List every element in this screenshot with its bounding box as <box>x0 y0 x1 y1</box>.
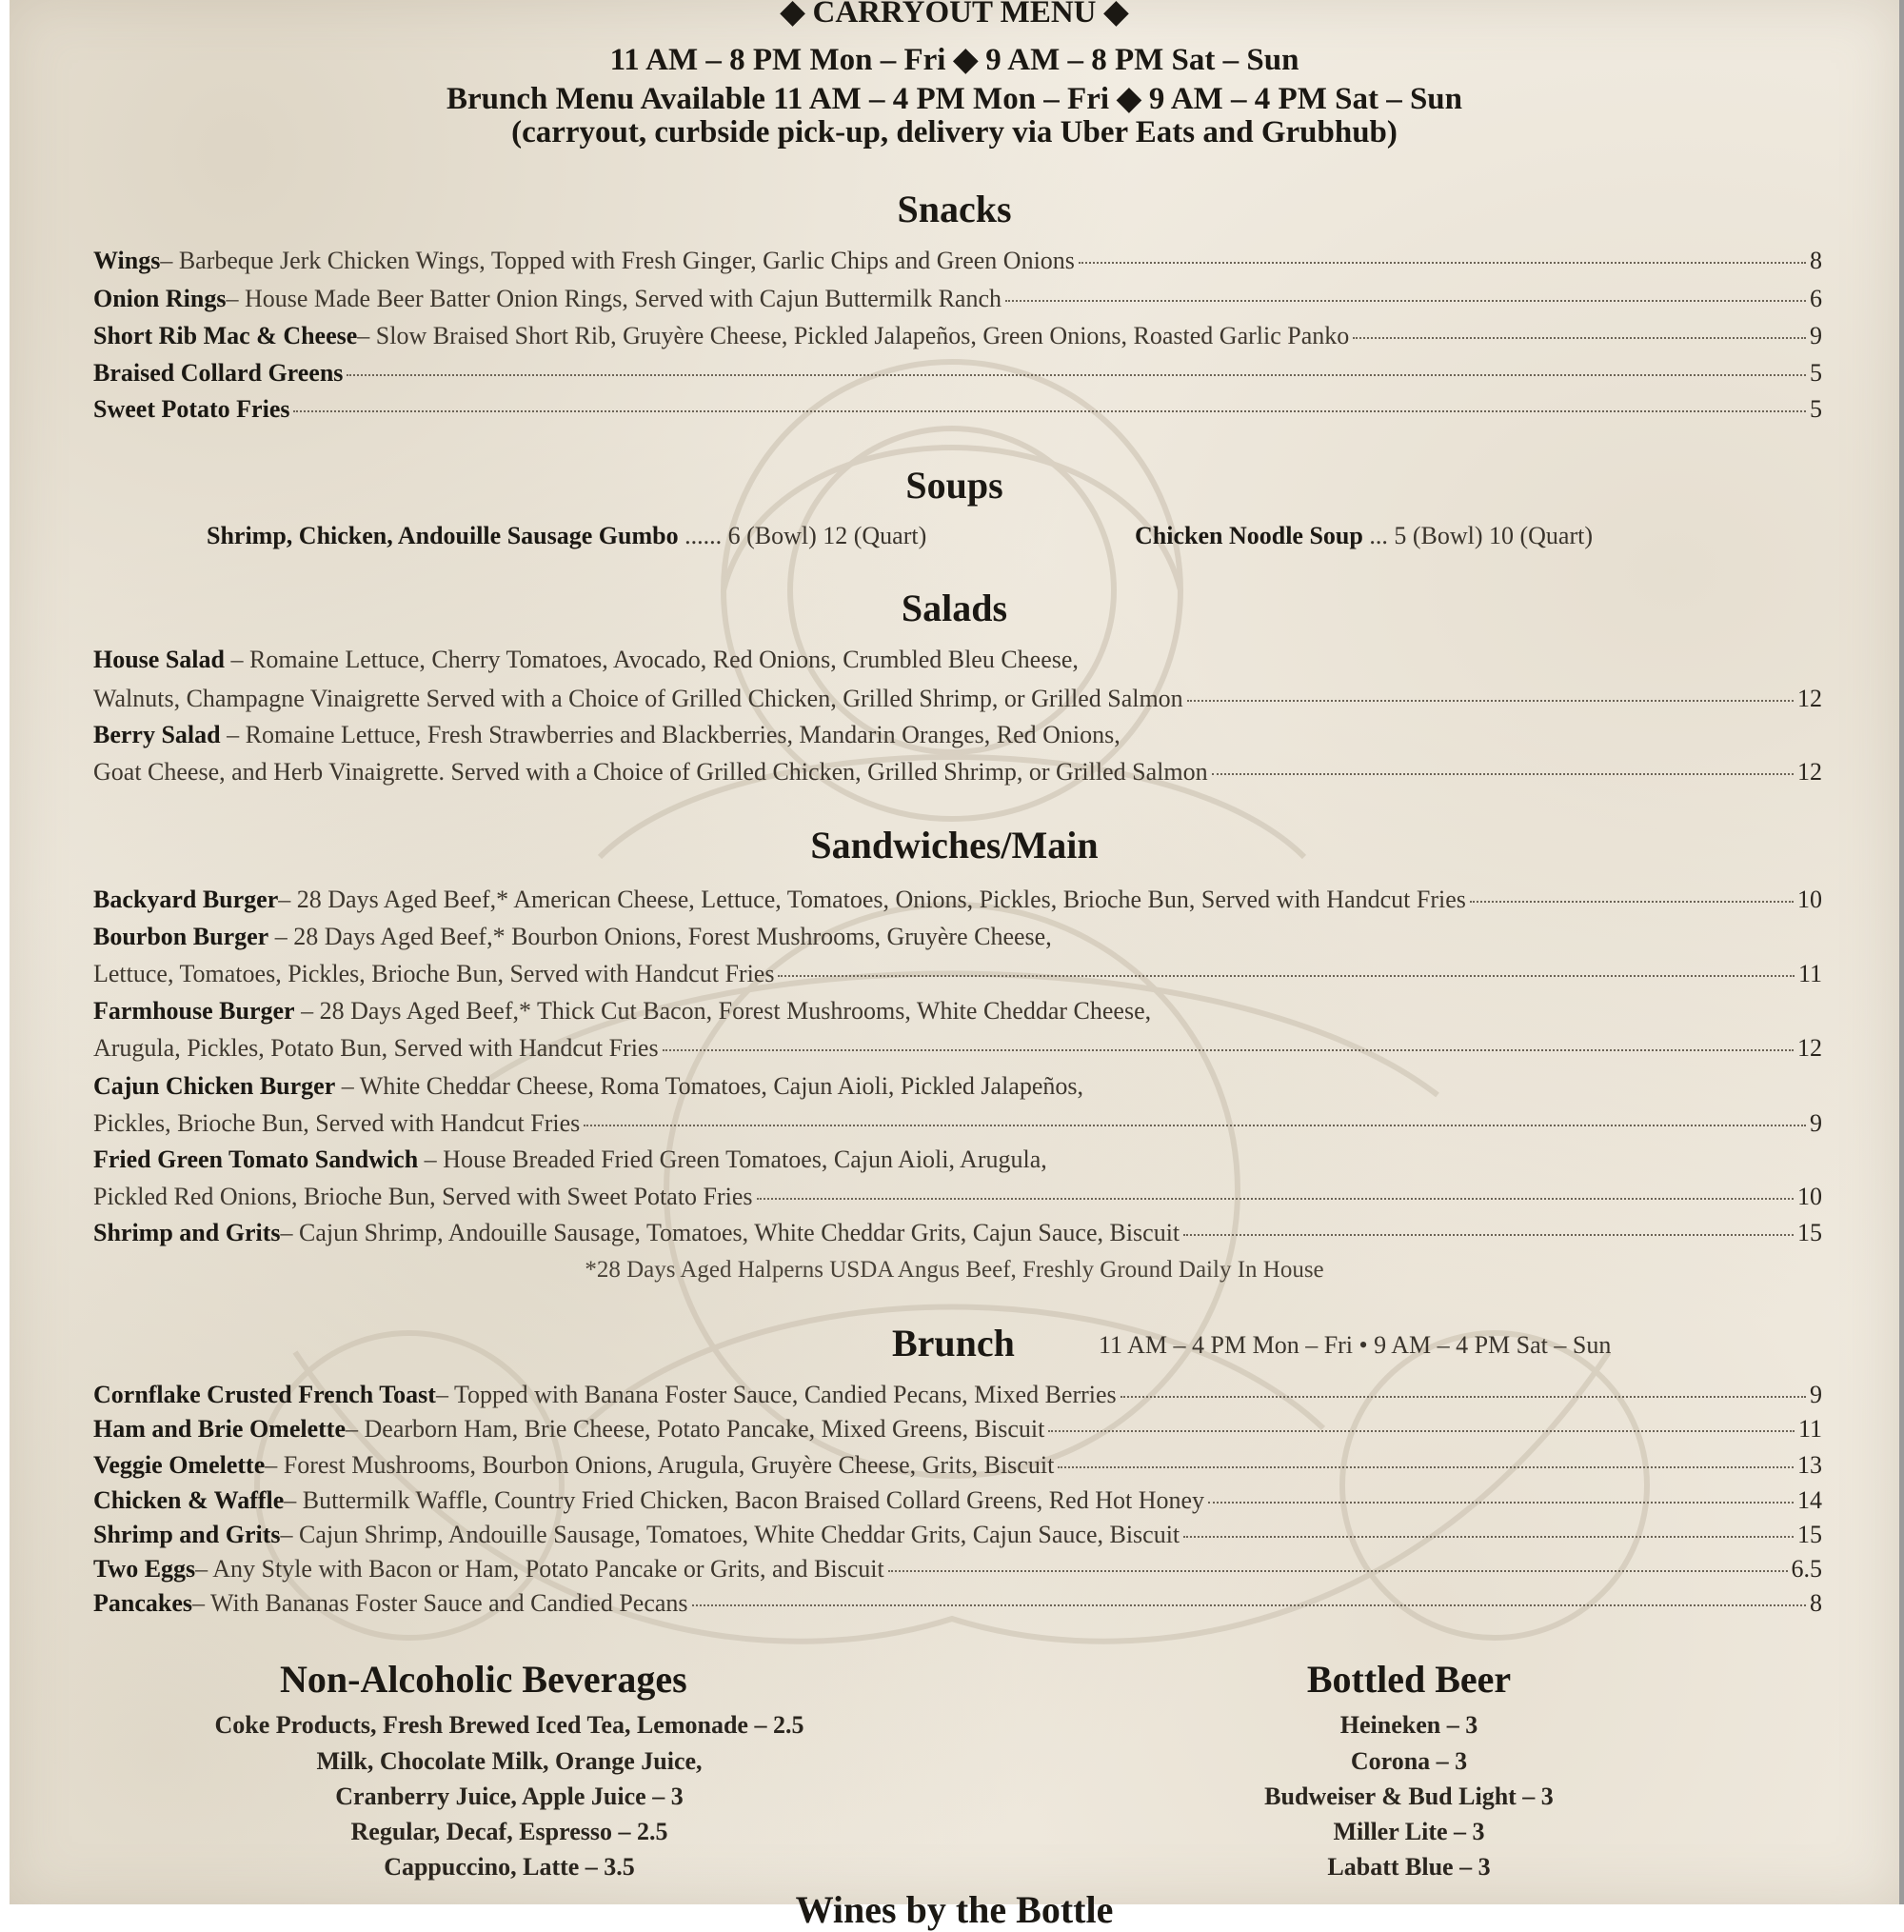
service-line: (carryout, curbside pick-up, delivery via Uber Eats and Grubhub) <box>511 115 1398 149</box>
beverage-line: Regular, Decaf, Espresso – 2.5 <box>350 1818 668 1845</box>
item-price: 8 <box>1810 247 1822 274</box>
dot-leader <box>1183 1234 1794 1236</box>
item-name: Pancakes <box>93 1589 192 1617</box>
beverages-title: Non-Alcoholic Beverages <box>280 1658 687 1701</box>
beverage-line: Milk, Chocolate Milk, Orange Juice, <box>316 1747 703 1775</box>
item-desc: – House Breaded Fried Green Tomatoes, Cajun Aioli, Arugula, <box>418 1145 1047 1173</box>
item-name: Sweet Potato Fries <box>93 395 290 423</box>
beverage-line: Cranberry Juice, Apple Juice – 3 <box>335 1783 684 1810</box>
dot-leader <box>1353 337 1806 339</box>
wines-title: Wines by the Bottle <box>795 1888 1114 1931</box>
dot-leader <box>692 1604 1806 1606</box>
item-name: Shrimp and Grits <box>93 1219 281 1246</box>
soups-title: Soups <box>905 464 1003 507</box>
hours-line: 11 AM – 8 PM Mon – Fri ◆ 9 AM – 8 PM Sat – Sun <box>609 43 1299 77</box>
menu-title: ◆ CARRYOUT MENU ◆ <box>780 0 1129 30</box>
menu-item-line1 <box>93 923 1822 951</box>
dot-leader <box>1079 262 1806 264</box>
brunch-hours: 11 AM – 4 PM Mon – Fri • 9 AM – 4 PM Sat – Sun <box>1099 1331 1612 1359</box>
snacks-title: Snacks <box>897 188 1012 230</box>
menu-item-line1 <box>93 997 1822 1026</box>
menu-item-line2 <box>93 960 1822 988</box>
menu-item <box>93 1219 1822 1247</box>
item-name: Onion Rings <box>93 285 227 312</box>
noodle-soup-name: Chicken Noodle Soup <box>1135 522 1363 549</box>
menu-item <box>93 1589 1822 1618</box>
beer-title: Bottled Beer <box>1306 1658 1512 1701</box>
item-name: House Salad <box>93 646 225 673</box>
item-desc: – Forest Mushrooms, Bourbon Onions, Arugula, Gruyère Cheese, Grits, Biscuit <box>265 1451 1055 1479</box>
item-name: Braised Collard Greens <box>93 359 344 387</box>
item-desc: – White Cheddar Cheese, Roma Tomatoes, Cajun Aioli, Pickled Jalapeños, <box>335 1072 1084 1100</box>
item-name: Berry Salad <box>93 721 221 748</box>
item-desc: – Any Style with Bacon or Ham, Potato Pancake or Grits, and Biscuit <box>195 1555 884 1583</box>
item-desc: – With Bananas Foster Sauce and Candied Pecans <box>192 1589 688 1617</box>
gumbo-price: ...... 6 (Bowl) 12 (Quart) <box>684 522 927 549</box>
item-desc: – Topped with Banana Foster Sauce, Candied Pecans, Mixed Berries <box>435 1381 1117 1408</box>
item-desc: – Dearborn Ham, Brie Cheese, Potato Pancake, Mixed Greens, Biscuit <box>346 1415 1045 1443</box>
menu-item <box>93 1555 1822 1583</box>
dot-leader <box>888 1570 1788 1572</box>
item-desc: Arugula, Pickles, Potato Bun, Served with Handcut Fries <box>93 1034 659 1062</box>
menu-item <box>93 1415 1822 1444</box>
item-price: 12 <box>1797 1034 1822 1062</box>
beer-line: Labatt Blue – 3 <box>1327 1853 1491 1881</box>
sandwiches-title: Sandwiches/Main <box>810 824 1099 866</box>
menu-item-line1 <box>93 1072 1822 1101</box>
item-price: 5 <box>1810 395 1822 423</box>
item-name: Shrimp and Grits <box>93 1521 281 1548</box>
salads-title: Salads <box>901 587 1008 629</box>
item-price: 13 <box>1797 1451 1822 1479</box>
dot-leader <box>778 975 1795 977</box>
beer-line: Budweiser & Bud Light – 3 <box>1264 1783 1554 1810</box>
noodle-soup-price: ... 5 (Bowl) 10 (Quart) <box>1369 522 1594 549</box>
dot-leader <box>1208 1502 1794 1504</box>
item-desc: Pickles, Brioche Bun, Served with Handcut Fries <box>93 1109 581 1137</box>
dot-leader <box>293 410 1806 412</box>
menu-item-line2 <box>93 685 1822 713</box>
item-price: 9 <box>1810 1381 1822 1408</box>
menu-item-line2 <box>93 1109 1822 1138</box>
item-name: Bourbon Burger <box>93 923 269 950</box>
beef-footnote: *28 Days Aged Halperns USDA Angus Beef, Freshly Ground Daily In House <box>585 1257 1324 1283</box>
item-desc: Walnuts, Champagne Vinaigrette Served with a Choice of Grilled Chicken, Grilled Shrimp, or Grilled Salmon <box>93 685 1183 712</box>
dot-leader <box>1212 773 1794 775</box>
menu-item <box>93 1451 1822 1480</box>
item-desc: – Slow Braised Short Rib, Gruyère Cheese, Pickled Jalapeños, Green Onions, Roasted Garlic Panko <box>357 322 1350 349</box>
item-name: Wings <box>93 247 161 274</box>
dot-leader <box>1048 1430 1795 1432</box>
item-price: 12 <box>1797 758 1822 786</box>
menu-item-line2 <box>93 1183 1822 1211</box>
item-price: 9 <box>1810 1109 1822 1137</box>
item-desc: Pickled Red Onions, Brioche Bun, Served with Sweet Potato Fries <box>93 1183 753 1210</box>
item-price: 11 <box>1797 960 1822 987</box>
item-desc: – 28 Days Aged Beef,* Thick Cut Bacon, Forest Mushrooms, White Cheddar Cheese, <box>294 997 1152 1025</box>
item-price: 5 <box>1810 359 1822 387</box>
item-price: 12 <box>1797 685 1822 712</box>
item-name: Two Eggs <box>93 1555 196 1583</box>
dot-leader <box>347 374 1806 376</box>
item-name: Backyard Burger <box>93 886 279 913</box>
dot-leader <box>1058 1466 1794 1468</box>
item-price: 9 <box>1810 322 1822 349</box>
item-price: 6 <box>1810 285 1822 312</box>
dot-leader <box>584 1125 1806 1126</box>
menu-item-line2 <box>93 1034 1822 1063</box>
item-price: 10 <box>1797 886 1822 913</box>
item-desc: Lettuce, Tomatoes, Pickles, Brioche Bun, Served with Handcut Fries <box>93 960 775 987</box>
item-price: 14 <box>1797 1486 1822 1514</box>
beer-line: Miller Lite – 3 <box>1333 1818 1485 1845</box>
dot-leader <box>663 1049 1794 1051</box>
item-name: Ham and Brie Omelette <box>93 1415 346 1443</box>
item-price: 15 <box>1797 1521 1822 1548</box>
menu-item <box>93 247 1822 275</box>
menu-item <box>93 322 1822 350</box>
menu-page <box>10 0 1899 1931</box>
dot-leader <box>1187 700 1794 702</box>
dot-leader <box>1005 300 1806 302</box>
item-desc: – 28 Days Aged Beef,* American Cheese, Lettuce, Tomatoes, Onions, Pickles, Brioche Bun, Served with Handcut Fries <box>278 886 1466 913</box>
menu-item <box>93 1521 1822 1549</box>
item-price: 8 <box>1810 1589 1822 1617</box>
item-desc: Goat Cheese, and Herb Vinaigrette. Served with a Choice of Grilled Chicken, Grilled Shrimp, or Grilled Salmon <box>93 758 1208 786</box>
menu-item-line1 <box>93 721 1822 749</box>
menu-item-line2 <box>93 758 1822 787</box>
gumbo-name: Shrimp, Chicken, Andouille Sausage Gumbo <box>207 522 679 549</box>
item-desc: – Romaine Lettuce, Fresh Strawberries and Blackberries, Mandarin Oranges, Red Onions, <box>220 721 1121 748</box>
beer-line: Corona – 3 <box>1350 1747 1468 1775</box>
item-desc: – Buttermilk Waffle, Country Fried Chicken, Bacon Braised Collard Greens, Red Hot Honey <box>284 1486 1205 1514</box>
menu-item <box>93 1381 1822 1409</box>
item-price: 6.5 <box>1791 1555 1822 1583</box>
brunch-hours-line: Brunch Menu Available 11 AM – 4 PM Mon – Fri ◆ 9 AM – 4 PM Sat – Sun <box>446 82 1463 116</box>
item-desc: – Cajun Shrimp, Andouille Sausage, Tomatoes, White Cheddar Grits, Cajun Sauce, Biscuit <box>280 1219 1180 1246</box>
beer-line: Heineken – 3 <box>1339 1711 1478 1739</box>
menu-item <box>93 395 1822 424</box>
item-price: 10 <box>1797 1183 1822 1210</box>
dot-leader <box>1121 1396 1806 1398</box>
item-desc: – 28 Days Aged Beef,* Bourbon Onions, Forest Mushrooms, Gruyère Cheese, <box>268 923 1052 950</box>
menu-item <box>93 1486 1822 1515</box>
menu-item-line1 <box>93 1145 1822 1174</box>
item-desc: – Barbeque Jerk Chicken Wings, Topped with Fresh Ginger, Garlic Chips and Green Onions <box>160 247 1075 274</box>
menu-item <box>93 285 1822 313</box>
item-name: Veggie Omelette <box>93 1451 266 1479</box>
item-name: Cornflake Crusted French Toast <box>93 1381 436 1408</box>
menu-item <box>93 886 1822 914</box>
brunch-title: Brunch <box>892 1322 1015 1364</box>
item-name: Chicken & Waffle <box>93 1486 285 1514</box>
dot-leader <box>1183 1536 1794 1538</box>
menu-item-line1 <box>93 646 1822 674</box>
item-price: 11 <box>1797 1415 1822 1443</box>
item-desc: – House Made Beer Batter Onion Rings, Served with Cajun Buttermilk Ranch <box>226 285 1002 312</box>
item-name: Short Rib Mac & Cheese <box>93 322 358 349</box>
menu-item <box>93 359 1822 388</box>
dot-leader <box>757 1198 1794 1200</box>
item-desc: – Romaine Lettuce, Cherry Tomatoes, Avocado, Red Onions, Crumbled Bleu Cheese, <box>225 646 1079 673</box>
item-name: Fried Green Tomato Sandwich <box>93 1145 419 1173</box>
dot-leader <box>1470 901 1794 903</box>
item-desc: – Cajun Shrimp, Andouille Sausage, Tomatoes, White Cheddar Grits, Cajun Sauce, Biscuit <box>280 1521 1180 1548</box>
item-price: 15 <box>1797 1219 1822 1246</box>
beverage-line: Cappuccino, Latte – 3.5 <box>384 1853 635 1881</box>
beverage-line: Coke Products, Fresh Brewed Iced Tea, Lemonade – 2.5 <box>214 1711 804 1739</box>
item-name: Cajun Chicken Burger <box>93 1072 336 1100</box>
item-name: Farmhouse Burger <box>93 997 295 1025</box>
page-edge <box>1899 0 1904 1904</box>
